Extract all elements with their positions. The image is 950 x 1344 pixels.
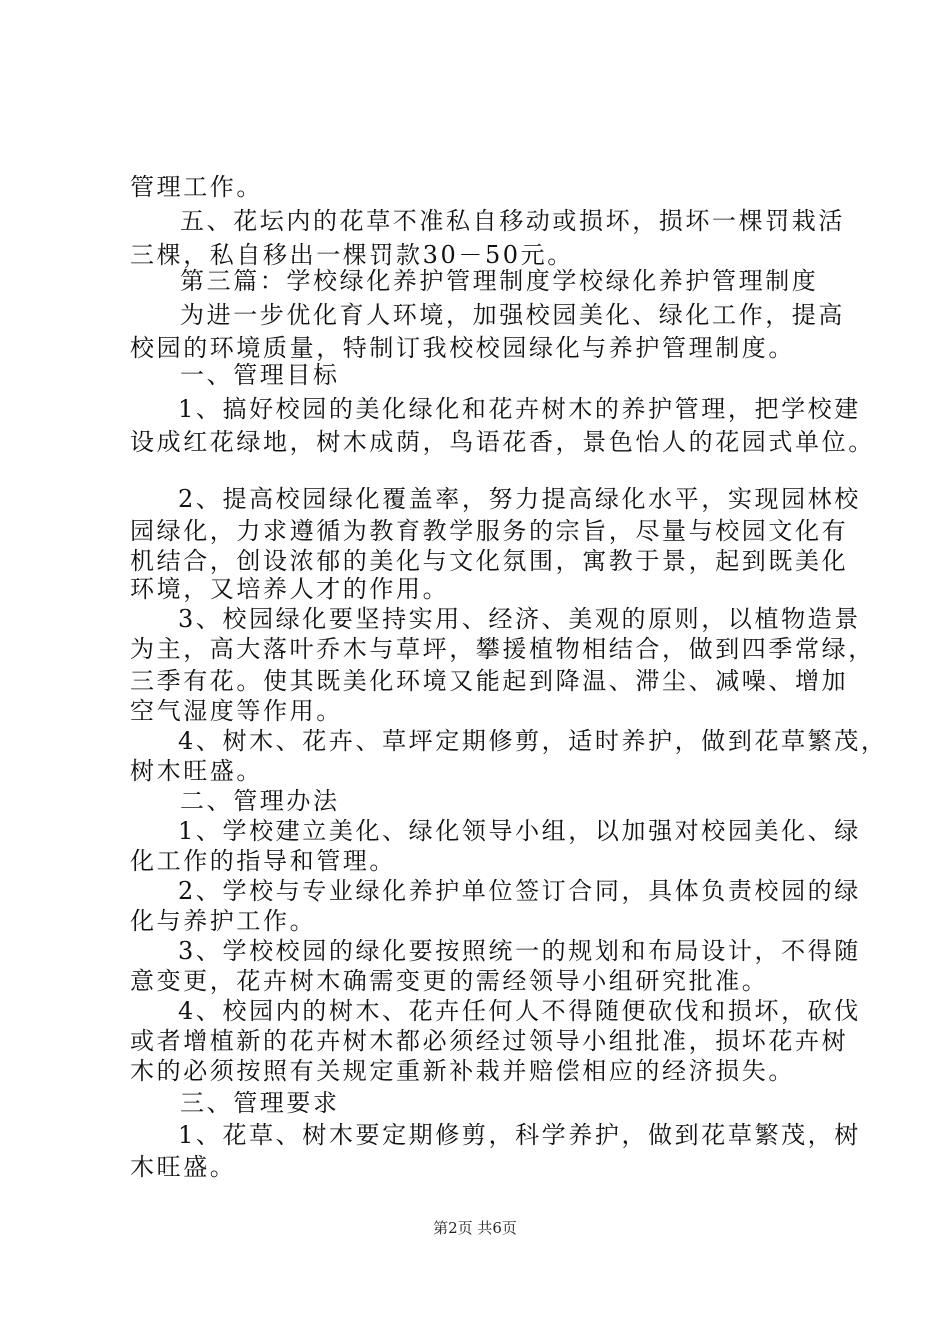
text-line: 环境，又培养人才的作用。	[130, 575, 450, 603]
text-line: 为进一步优化育人环境，加强校园美化、绿化工作，提高	[180, 301, 845, 329]
text-line: 校园的环境质量，特制订我校校园绿化与养护管理制度。	[130, 334, 795, 362]
text-line: 为主，高大落叶乔木与草坪，攀援植物相结合，做到四季常绿，	[130, 635, 875, 663]
section-heading: 三、管理要求	[180, 1089, 340, 1117]
section-heading: 二、管理办法	[180, 787, 340, 815]
section-heading: 一、管理目标	[180, 361, 340, 389]
text-line: 五、花坛内的花草不准私自移动或损坏，损坏一棵罚栽活	[180, 207, 845, 235]
text-line: 1、花草、树木要定期修剪，科学养护，做到花草繁茂，树	[178, 1121, 861, 1149]
text-line: 3、校园绿化要坚持实用、经济、美观的原则，以植物造景	[178, 605, 861, 633]
text-line: 2、提高校园绿化覆盖率，努力提高绿化水平，实现园林校	[178, 485, 861, 513]
text-line: 园绿化，力求遵循为教育教学服务的宗旨，尽量与校园文化有	[130, 517, 849, 545]
section-heading: 第三篇：学校绿化养护管理制度学校绿化养护管理制度	[180, 267, 819, 295]
text-line: 化与养护工作。	[130, 907, 317, 935]
text-line: 空气湿度等作用。	[130, 697, 343, 725]
text-line: 木的必须按照有关规定重新补栽并赔偿相应的经济损失。	[130, 1057, 795, 1085]
text-line: 3、学校校园的绿化要按照统一的规划和布局设计，不得随	[178, 937, 861, 965]
text-line: 4、校园内的树木、花卉任何人不得随便砍伐和损坏，砍伐	[178, 997, 861, 1025]
text-line: 2、学校与专业绿化养护单位签订合同，具体负责校园的绿	[178, 877, 861, 905]
text-line: 三棵，私自移出一棵罚款30－50元。	[130, 241, 574, 269]
text-line: 1、学校建立美化、绿化领导小组，以加强对校园美化、绿	[178, 817, 861, 845]
text-line: 木旺盛。	[130, 1153, 237, 1181]
text-line: 4、树木、花卉、草坪定期修剪，适时养护，做到花草繁茂，	[178, 727, 888, 755]
text-line: 机结合，创设浓郁的美化与文化氛围，寓教于景，起到既美化	[130, 547, 849, 575]
text-line: 三季有花。使其既美化环境又能起到降温、滞尘、减噪、增加	[130, 667, 849, 695]
text-line: 化工作的指导和管理。	[130, 847, 396, 875]
text-line: 设成红花绿地，树木成荫，鸟语花香，景色怡人的花园式单位。	[130, 428, 875, 456]
text-line: 意变更，花卉树木确需变更的需经领导小组研究批准。	[130, 967, 769, 995]
page-footer: 第2页 共6页	[433, 1219, 517, 1237]
text-line: 1、搞好校园的美化绿化和花卉树木的养护管理，把学校建	[178, 395, 861, 423]
text-line: 管理工作。	[130, 173, 263, 201]
text-line: 或者增植新的花卉树木都必须经过领导小组批准，损坏花卉树	[130, 1027, 849, 1055]
text-line: 树木旺盛。	[130, 757, 263, 785]
